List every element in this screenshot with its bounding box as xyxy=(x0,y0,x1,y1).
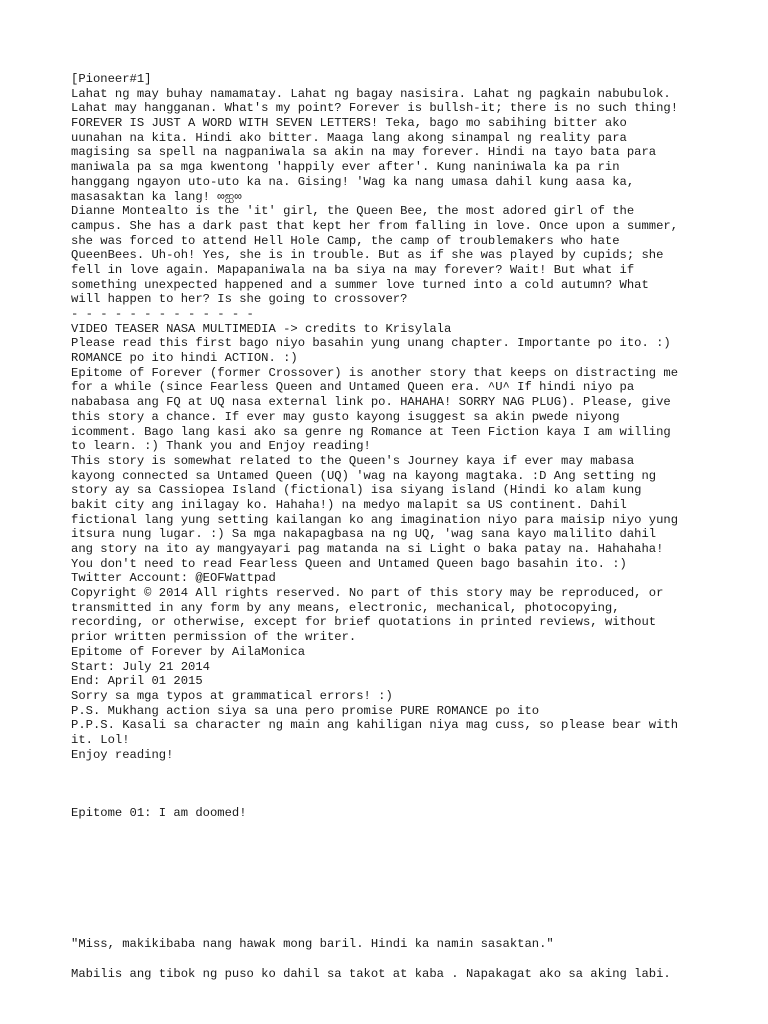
text-line: it. Lol! xyxy=(71,732,130,747)
text-line: fell in love again. Mapapaniwala na ba siya na may forever? Wait! But what if xyxy=(71,262,635,277)
text-line: maniwala pa sa mga kwentong 'happily ever after'. Kung naniniwala ka pa rin xyxy=(71,160,620,175)
chapter-paragraph: "Miss, makikibaba nang hawak mong baril. Hindi ka namin sasaktan." xyxy=(71,937,554,951)
spacer xyxy=(71,879,711,937)
text-line: bakit city ang inilagay ko. Hahaha!) na medyo malapit sa US continent. Dahil xyxy=(71,497,627,512)
chapter-paragraph: Mabilis ang tibok ng puso ko dahil sa takot at kaba . Napakagat ako sa aking labi. xyxy=(71,966,671,981)
text-line: this story a chance. If ever may gusto kayong isuggest sa akin pwede niyong xyxy=(71,409,620,424)
text-line: Sorry sa mga typos at grammatical errors! :) xyxy=(71,688,393,703)
text-line: Enjoy reading! xyxy=(71,747,174,762)
text-line: Lahat ng may buhay namamatay. Lahat ng bagay nasisira. Lahat ng pagkain nabubulok. xyxy=(71,86,671,101)
text-line: magising sa spell na nagpaniwala sa akin na may forever. Hindi na tayo bata para xyxy=(71,145,657,160)
text-line: P.P.S. Kasali sa character ng main ang kahiligan niya mag cuss, so please bear with xyxy=(71,718,679,733)
text-line: Copyright © 2014 All rights reserved. No part of this story may be reproduced, or xyxy=(71,586,664,601)
text-line: - - - - - - - - - - - - - xyxy=(71,307,254,321)
text-line: P.S. Mukhang action siya sa una pero promise PURE ROMANCE po ito xyxy=(71,703,540,718)
text-line: nababasa ang FQ at UQ nasa external link po. HAHAHA! SORRY NAG PLUG). Please, give xyxy=(71,395,671,410)
spacer xyxy=(71,762,711,806)
text-line: End: April 01 2015 xyxy=(71,674,203,689)
intro-section xyxy=(71,72,711,762)
spacer xyxy=(71,821,711,879)
text-line: story ay sa Cassiopea Island (fictional) isa siyang island (Hindi ko alam kung xyxy=(71,483,642,498)
text-line: hanggang ngayon uto-uto ka na. Gising! 'Wag ka nang umasa dahil kung aasa ka, xyxy=(71,174,635,189)
text-line: ROMANCE po ito hindi ACTION. :) xyxy=(71,351,298,366)
text-line: kayong connected sa Untamed Queen (UQ) 'wag na kayong magtaka. :D Ang setting ng xyxy=(71,468,657,483)
text-line: Epitome of Forever (former Crossover) is another story that keeps on distracting me xyxy=(71,365,679,380)
chapter-title: Epitome 01: I am doomed! xyxy=(71,806,247,821)
text-line: QueenBees. Uh-oh! Yes, she is in trouble. But as if she was played by cupids; she xyxy=(71,248,664,263)
text-line: will happen to her? Is she going to crossover? xyxy=(71,292,408,307)
text-line: transmitted in any form by any means, electronic, mechanical, photocopying, xyxy=(71,600,620,615)
text-line: This story is somewhat related to the Queen's Journey kaya if ever may mabasa xyxy=(71,453,635,468)
text-line: Epitome of Forever by AilaMonica xyxy=(71,644,306,659)
text-line: VIDEO TEASER NASA MULTIMEDIA -> credits to Krisylala xyxy=(71,321,452,336)
text-line: masasaktan ka lang! ∞ஐ∞ xyxy=(71,189,242,204)
text-line: icomment. Bago lang kasi ako sa genre ng Romance at Teen Fiction kaya I am willing xyxy=(71,424,671,439)
text-line: Dianne Montealto is the 'it' girl, the Queen Bee, the most adored girl of the xyxy=(71,204,635,219)
text-line: You don't need to read Fearless Queen and Untamed Queen bago basahin ito. :) xyxy=(71,556,627,571)
text-line: fictional lang yung setting kailangan ko ang imagination niyo para maisip niyo yung xyxy=(71,512,679,527)
text-line: ang story na ito ay mangyayari pag matanda na si Light o baka patay na. Hahahaha! xyxy=(71,542,664,556)
text-line: recording, or otherwise, except for brief quotations in printed reviews, without xyxy=(71,615,657,630)
text-line: prior written permission of the writer. xyxy=(71,630,357,645)
text-line: FOREVER IS JUST A WORD WITH SEVEN LETTERS! Teka, bago mo sabihing bitter ako xyxy=(71,116,627,131)
text-line: campus. She has a dark past that kept her from falling in love. Once upon a summer, xyxy=(71,218,679,233)
text-line: for a while (since Fearless Queen and Untamed Queen era. ^U^ If hindi niyo pa xyxy=(71,380,635,395)
document-page xyxy=(71,72,711,981)
text-line: Please read this first bago niyo basahin yung unang chapter. Importante po ito. :) xyxy=(71,336,671,351)
text-line: Lahat may hangganan. What's my point? Forever is bullsh-it; there is no such thing! xyxy=(71,101,679,116)
text-line: Start: July 21 2014 xyxy=(71,659,210,674)
text-line: to learn. :) Thank you and Enjoy reading! xyxy=(71,439,371,454)
spacer xyxy=(71,952,711,967)
text-line: Twitter Account: @EOFWattpad xyxy=(71,571,276,586)
text-line: she was forced to attend Hell Hole Camp, the camp of troublemakers who hate xyxy=(71,233,620,248)
text-line: [Pioneer#1] xyxy=(71,72,152,86)
text-line: itsura nung lugar. :) Sa mga nakapagbasa na ng UQ, 'wag sana kayo malilito dahil xyxy=(71,527,657,542)
text-line: something unexpected happened and a summer love turned into a cold autumn? What xyxy=(71,277,649,292)
text-line: uunahan na kita. Hindi ako bitter. Maaga lang akong sinampal ng reality para xyxy=(71,130,627,145)
